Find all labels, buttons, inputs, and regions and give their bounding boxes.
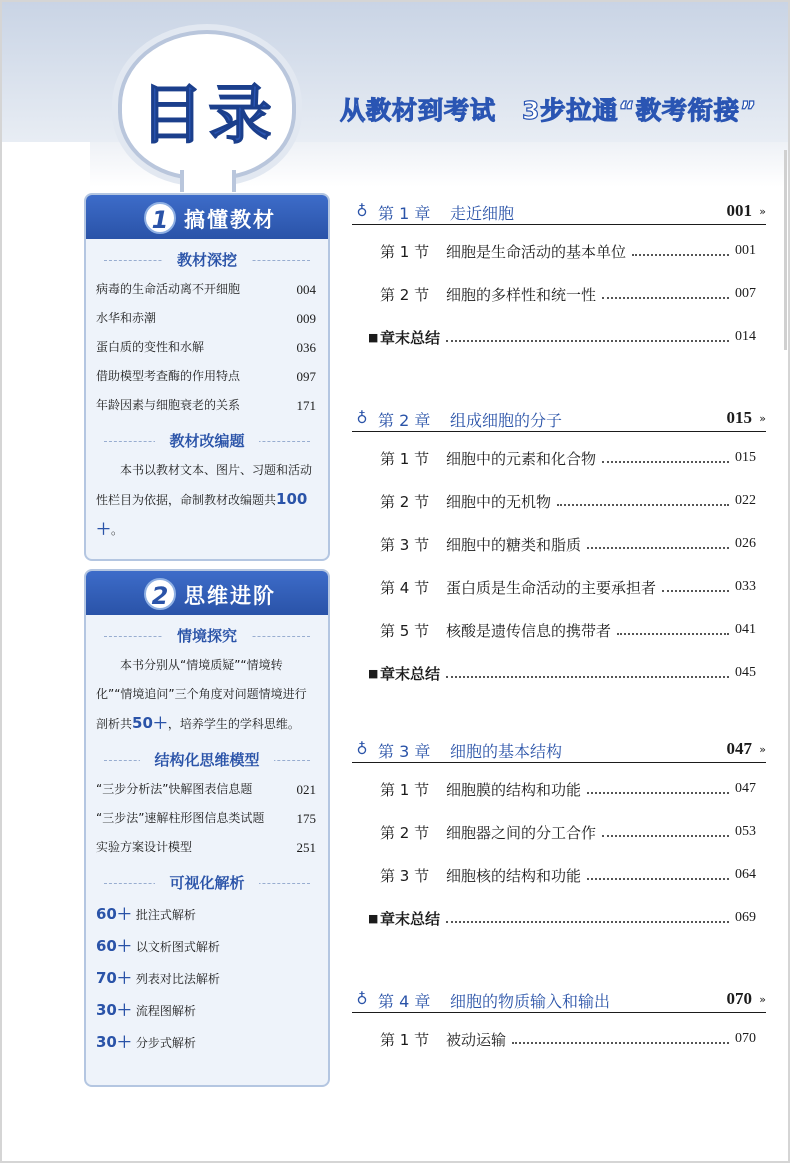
tagline: 从教材到考试 3步拉通“教考衔接” (340, 96, 758, 125)
square-marker-icon: ■ (368, 911, 379, 925)
chapter-page: 047 (726, 739, 752, 758)
toc-section-row[interactable] (380, 489, 756, 513)
section-title: 结构化思维模型 (86, 749, 328, 771)
item-count: 30＋ (96, 1033, 132, 1051)
toc-summary-row[interactable] (368, 906, 756, 930)
section-name: 细胞中的无机物 (446, 492, 552, 511)
dot-leader (446, 668, 729, 678)
toc-section-row[interactable] (380, 777, 756, 801)
list-item[interactable] (86, 275, 328, 304)
item-label: 实验方案设计模型 (96, 840, 193, 854)
dot-leader (446, 332, 729, 342)
section-name: 细胞的多样性和统一性 (446, 285, 597, 304)
toc-section-row[interactable] (380, 575, 756, 599)
step-badge: 1 (144, 202, 176, 234)
section-name: 蛋白质是生命活动的主要承担者 (446, 578, 657, 597)
item-label: 年龄因素与细胞衰老的关系 (96, 398, 241, 412)
double-chevron-icon: » (759, 205, 766, 218)
chapter-label: 第 3 章 (378, 742, 431, 761)
item-label: “三步分析法”快解图表信息题 (96, 782, 253, 796)
section-number: 第 5 节 (380, 621, 430, 640)
double-chevron-icon: » (759, 993, 766, 1006)
panel-heading: 思维进阶 (184, 584, 276, 608)
summary-name: 章末总结 (380, 664, 441, 683)
list-item[interactable] (86, 775, 328, 804)
description-text: 本书以教材文本、图片、习题和活动性栏目为依据，命制教材改编题共100＋。 (96, 463, 313, 538)
item-count: 70＋ (96, 969, 132, 987)
section-name: 细胞中的糖类和脂质 (446, 535, 582, 554)
chapter-page: 015 (726, 408, 752, 427)
section-title: 教材深挖 (86, 249, 328, 271)
section-number: 第 4 节 (380, 578, 430, 597)
item-page: 097 (296, 369, 316, 384)
description-text: 本书分别从“情境质疑”“情境转化”“情境追问”三个角度对问题情境进行剖析共50＋，培养学生的学科思维。 (96, 658, 307, 732)
chapter-page: 001 (726, 201, 752, 220)
item-label: 列表对比法解析 (135, 972, 220, 986)
list-item[interactable] (86, 833, 328, 862)
page-edge (784, 150, 787, 350)
section-number: 第 3 节 (380, 866, 430, 885)
section-name: 细胞膜的结构和功能 (446, 780, 582, 799)
toc-section-row[interactable] (380, 618, 756, 642)
chapter-title: 细胞的基本结构 (450, 742, 563, 761)
flask-icon: ♁ (356, 740, 368, 758)
section-number: 第 1 节 (380, 449, 430, 468)
item-page: 004 (296, 282, 316, 297)
panel-header (86, 195, 328, 239)
dot-leader (512, 1034, 729, 1044)
summary-page: 045 (735, 665, 756, 680)
section-number: 第 2 节 (380, 492, 430, 511)
section-title: 情境探究 (86, 625, 328, 647)
item-count: 60＋ (96, 905, 132, 923)
page-title: 目录 (140, 79, 276, 153)
section-page: 041 (735, 622, 756, 637)
flask-icon: ♁ (356, 409, 368, 427)
toc-summary-row[interactable] (368, 325, 756, 349)
double-chevron-icon: » (759, 743, 766, 756)
toc-section-row[interactable] (380, 282, 756, 306)
section-name: 核酸是遗传信息的携带者 (446, 621, 612, 640)
flask-icon: ♁ (356, 990, 368, 1008)
section-number: 第 1 节 (380, 1030, 430, 1049)
list-item[interactable] (86, 362, 328, 391)
section-page: 026 (735, 536, 756, 551)
summary-page: 014 (735, 329, 756, 344)
chapter-heading[interactable] (352, 406, 766, 432)
section-name: 被动运输 (446, 1030, 507, 1049)
section-page: 015 (735, 450, 756, 465)
chapter-heading[interactable] (352, 987, 766, 1013)
item-label: 借助模型考查酶的作用特点 (96, 369, 241, 383)
toc-section-row[interactable] (380, 446, 756, 470)
toc-section-row[interactable] (380, 1027, 756, 1051)
item-label: 蛋白质的变性和水解 (96, 340, 205, 354)
dot-leader (662, 582, 729, 592)
item-page: 036 (296, 340, 316, 355)
item-page: 251 (296, 840, 316, 855)
chapter-label: 第 2 章 (378, 411, 431, 430)
section-page: 047 (735, 781, 756, 796)
item-label: 批注式解析 (135, 908, 196, 922)
list-item[interactable] (86, 333, 328, 362)
flask-icon: ♁ (356, 202, 368, 220)
section-page: 001 (735, 243, 756, 258)
section-number: 第 1 节 (380, 242, 430, 261)
summary-name: 章末总结 (380, 328, 441, 347)
section-page: 022 (735, 493, 756, 508)
square-marker-icon: ■ (368, 330, 379, 344)
item-label: “三步法”速解柱形图信息类试题 (96, 811, 265, 825)
summary-name: 章末总结 (380, 909, 441, 928)
panel-heading: 搞懂教材 (184, 208, 276, 232)
dot-leader (602, 289, 729, 299)
section-page: 053 (735, 824, 756, 839)
double-chevron-icon: » (759, 412, 766, 425)
chapter-title: 细胞的物质输入和输出 (450, 992, 611, 1011)
dot-leader (587, 539, 729, 549)
section-name: 细胞是生命活动的基本单位 (446, 242, 627, 261)
list-item (86, 994, 328, 1026)
chapter-label: 第 4 章 (378, 992, 431, 1011)
dot-leader (587, 870, 729, 880)
dot-leader (632, 246, 729, 256)
chapter-title: 走近细胞 (450, 204, 515, 223)
item-page: 021 (296, 782, 316, 797)
lightbulb-neck (180, 170, 236, 192)
panel-header (86, 571, 328, 615)
toc-summary-row[interactable] (368, 661, 756, 685)
section-page: 007 (735, 286, 756, 301)
section-number: 第 2 节 (380, 285, 430, 304)
chapter-page: 070 (726, 989, 752, 1008)
list-item[interactable] (86, 304, 328, 333)
chapter-title: 组成细胞的分子 (450, 411, 563, 430)
dot-leader (446, 913, 729, 923)
section-name: 细胞核的结构和功能 (446, 866, 582, 885)
dot-leader (587, 784, 729, 794)
item-label: 病毒的生命活动离不开细胞 (96, 282, 241, 296)
item-count: 30＋ (96, 1001, 132, 1019)
toc-section-row[interactable] (380, 532, 756, 556)
toc-section-row[interactable] (380, 239, 756, 263)
list-item (86, 898, 328, 930)
section-page: 064 (735, 867, 756, 882)
summary-page: 069 (735, 910, 756, 925)
chapter-heading[interactable] (352, 199, 766, 225)
item-page: 175 (296, 811, 316, 826)
section-page: 033 (735, 579, 756, 594)
item-label: 流程图解析 (135, 1004, 196, 1018)
item-page: 009 (296, 311, 316, 326)
dot-leader (617, 625, 729, 635)
list-item (86, 930, 328, 962)
toc-section-row[interactable] (380, 820, 756, 844)
section-page: 070 (735, 1031, 756, 1046)
chapter-label: 第 1 章 (378, 204, 431, 223)
chapter-heading[interactable] (352, 737, 766, 763)
list-item (86, 962, 328, 994)
list-item[interactable] (86, 391, 328, 420)
dot-leader (602, 453, 729, 463)
section-number: 第 1 节 (380, 780, 430, 799)
section-name: 细胞中的元素和化合物 (446, 449, 597, 468)
dot-leader (557, 496, 729, 506)
item-label: 分步式解析 (135, 1036, 196, 1050)
section-title: 可视化解析 (86, 872, 328, 894)
toc-section-row[interactable] (380, 863, 756, 887)
list-item[interactable] (86, 804, 328, 833)
item-page: 171 (296, 398, 316, 413)
step-badge: 2 (144, 578, 176, 610)
section-number: 第 2 节 (380, 823, 430, 842)
section-name: 细胞器之间的分工合作 (446, 823, 597, 842)
section-number: 第 3 节 (380, 535, 430, 554)
square-marker-icon: ■ (368, 666, 379, 680)
panel-understand-textbook (84, 193, 330, 561)
list-item (86, 1026, 328, 1058)
item-label: 水华和赤潮 (96, 311, 157, 325)
item-label: 以文析图式解析 (135, 940, 220, 954)
item-count: 60＋ (96, 937, 132, 955)
dot-leader (602, 827, 729, 837)
panel-thinking-advance (84, 569, 330, 1087)
section-title: 教材改编题 (86, 430, 328, 452)
